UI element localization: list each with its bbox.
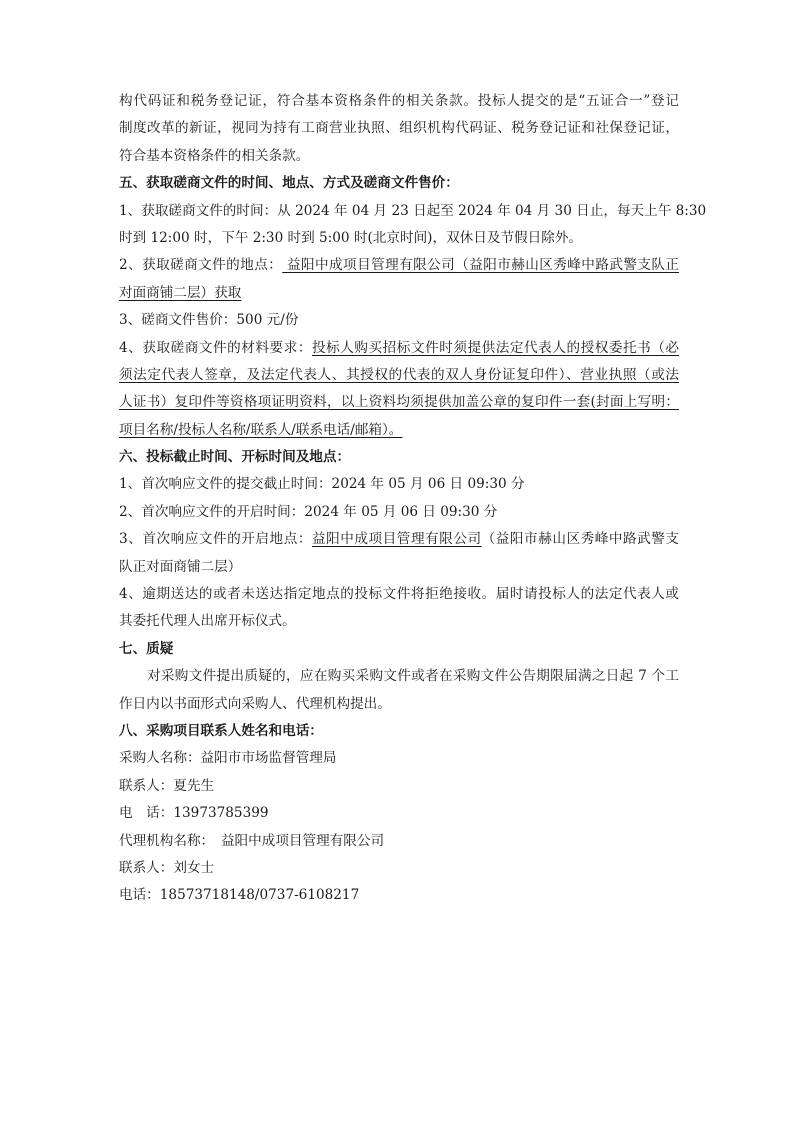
text-line [119,773,679,800]
text-segment: 2、首次响应文件的开启时间：2024 年 05 月 06 日 09:30 分 [119,503,498,520]
text-segment: 队正对面商铺二层） [119,558,242,575]
text-line [119,115,679,142]
text-line [119,581,679,608]
text-segment: 作日内以书面形式向采购人、代理机构提出。 [119,695,391,712]
text-segment: 1、获取磋商文件的时间：从 2024 年 04 月 23 日起至 2024 年 04 月 30 日止，每天上午 8:30 [119,202,707,219]
text-line [119,800,679,827]
text-line [119,307,679,334]
text-line [119,198,707,225]
text-line [119,362,679,389]
text-segment: 六、投标截止时间、开标时间及地点： [119,449,351,466]
text-segment: 七、质疑 [119,640,174,657]
text-line [119,855,679,882]
text-line [119,225,679,252]
underlined-text: 对面商铺二层）获取 [119,284,242,301]
section-heading [119,636,679,663]
text-line [119,608,679,635]
text-line [119,252,679,279]
text-segment: 代理机构名称： 益阳中成项目管理有限公司 [119,832,385,849]
text-segment: 电 话：13973785399 [119,805,269,822]
underlined-text: 人证书）复印件等资格项证明资料，以上资料均须提供加盖公章的复印件一套(封面上写明： [119,394,679,411]
text-segment: 4、逾期送达的或者未送达指定地点的投标文件将拒绝接收。届时请投标人的法定代表人或 [119,586,679,603]
text-segment: 时到 12:00 时，下午 2:30 时到 5:00 时(北京时间)，双休日及节假日除外。 [119,229,583,246]
text-segment: 4、获取磋商文件的材料要求： [119,339,312,356]
text-line [119,663,679,690]
text-line [119,280,679,307]
text-segment: 制度改革的新证，视同为持有工商营业执照、组织机构代码证、税务登记证和社保登记证， [119,120,679,137]
text-segment: 采购人名称：益阳市市场监督管理局 [119,750,337,767]
text-segment: 八、采购项目联系人姓名和电话： [119,722,323,739]
underlined-text: 投标人购买招标文件时须提供法定代表人的授权委托书（必 [311,339,680,356]
underlined-text: 益阳中成项目管理有限公司（益阳市赫山区秀峰中路武警支队正 [282,257,679,274]
text-segment: 1、首次响应文件的提交截止时间：2024 年 05 月 06 日 09:30 分 [119,476,525,493]
text-segment: 电话：18573718148/0737-6108217 [119,887,360,904]
text-line [119,471,679,498]
text-segment: 对采购文件提出质疑的，应在购买采购文件或者在采购文件公告期限届满之日起 7 个工 [147,668,679,685]
text-line [119,745,679,772]
text-segment: （益阳市赫山区秀峰中路武警支 [481,531,680,548]
text-segment: 其委托代理人出席开标仪式。 [119,613,296,630]
text-segment: 联系人：夏先生 [119,777,215,794]
document-body [119,88,707,910]
text-segment: 联系人：刘女士 [119,859,215,876]
text-segment: 3、磋商文件售价：500 元/份 [119,312,299,329]
section-heading [119,170,679,197]
section-heading [119,444,679,471]
text-line [119,554,679,581]
text-line [119,88,679,115]
text-line [119,828,679,855]
text-line [119,389,679,416]
text-segment: 符合基本资格条件的相关条款。 [119,147,310,164]
text-line [119,526,679,553]
text-line [119,417,679,444]
underlined-text: 须法定代表人签章，及法定代表人、其授权的代表的双人身份证复印件）、营业执照（或法 [119,366,679,383]
underlined-text: 项目名称/投标人名称/联系人/联系电话/邮箱）。 [119,421,403,438]
text-line [119,882,679,909]
text-line [119,691,679,718]
text-segment: 构代码证和税务登记证，符合基本资格条件的相关条款。投标人提交的是“五证合一”登记 [119,93,679,109]
text-segment: 五、获取磋商文件的时间、地点、方式及磋商文件售价： [119,175,459,192]
text-line [119,335,679,362]
text-line [119,499,679,526]
text-segment: 3、首次响应文件的开启地点： [119,531,312,548]
text-line [119,143,679,170]
section-heading [119,718,679,745]
text-segment: 2、获取磋商文件的地点： [119,257,283,274]
underlined-text: 益阳中成项目管理有限公司 [311,531,482,548]
